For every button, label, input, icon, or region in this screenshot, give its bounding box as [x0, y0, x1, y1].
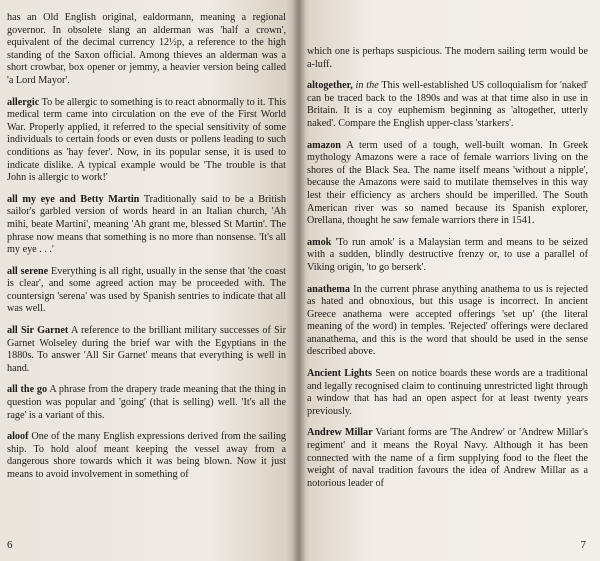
entry-allergic — [7, 97, 286, 185]
headword: amok — [307, 236, 332, 248]
definition: In the current phrase anything anathema to us is rejected as hated and obnoxious, but this usage is incorrect. In ancient Greece anathema were accepted offerings 'set up' (the literal meaning of the word) in temples. 'Rejected' offerings were declared ananathema, and this is the word that should be used in the sense described above. — [307, 283, 588, 358]
definition: A phrase from the drapery trade meaning that the thing in question was popular and 'going' (that is selling) well. 'It's all the rage' is a variant of this. — [7, 384, 286, 421]
definition: A reference to the brilliant military successes of Sir Garnet Wolseley during the brief war with the Egyptians in the 1880s. To answer 'All Sir Garnet' means that everything is well in hand. — [7, 325, 286, 374]
definition: One of the many English expressions derived from the sailing ship. To hold aloof meant keeping the vessel away from a dangerous shore towards which it was being blown. Now it just means to avoid involvement in something of — [7, 431, 287, 480]
left-page — [0, 0, 298, 561]
headword: Ancient Lights — [307, 368, 372, 380]
headword: anathema — [307, 283, 351, 295]
headword: aloof — [7, 431, 29, 443]
entry-all-sir-garnet — [7, 325, 286, 375]
entry-all-serene — [7, 266, 286, 316]
entry-aloof — [7, 431, 286, 481]
definition: Variant forms are 'The Andrew' or 'Andrew Millar's regiment' and it means the Royal Navy. Although it has been connected with the name of a firm supplying food to the fleet the weight of naval tradition favours the idea of Andrew Millar as a notorious leader of — [307, 427, 588, 489]
headword: all my eye and Betty Martin — [7, 193, 140, 205]
entry-all-my-eye — [7, 194, 286, 257]
entry-altogether — [307, 80, 588, 130]
definition: Seen on notice boards these words are a traditional and legally recognised claim to continuing unrestricted light through a window that has had an open aspect for at least twenty years previously. — [307, 368, 589, 417]
headword: all Sir Garnet — [7, 325, 69, 337]
headword: all serene — [7, 265, 49, 277]
continuation-text: has an Old English original, ealdormann, meaning a regional governor. In obsolete slang an alderman was 'half a crown', equivalent of the decimal currency 12½p, a reference to the high standing of the Saxon official. Among thieves an alderman was a short crowbar, box opener or jemmy, a heavier version being called 'a Lord Mayor'. — [7, 12, 286, 86]
headword: amazon — [307, 139, 341, 151]
headword: altogether, — [307, 80, 353, 92]
book-gutter — [292, 0, 306, 561]
entry-anathema — [307, 284, 588, 360]
entry-andrew-millar — [307, 427, 588, 490]
headword: Andrew Millar — [307, 427, 373, 439]
definition: 'To run amok' is a Malaysian term and means to be seized with a sudden, blindly destructive frenzy or, to use a parallel of Viking origin, 'to go berserk'. — [307, 236, 589, 273]
headword-italic: in the — [352, 80, 379, 92]
page-number: 6 — [7, 539, 13, 551]
entry-amok — [307, 237, 588, 275]
page-number: 7 — [580, 539, 586, 551]
definition: Traditionally said to be a British sailor's garbled version of words heard in an Italian church, 'Ah mihi, beate Martini', meaning 'Ah grant me, blessed St Martin'. The phrase now means that something is no more than nonsense. 'It's all my eye . . .' — [7, 193, 286, 256]
definition: Everything is all right, usually in the sense that 'the coast is clear', and some agreed action may be proceeded with. The countersign 'serena' was used by Spanish sentries to indicate that all was well. — [7, 265, 286, 315]
definition: To be allergic to something is to react abnormally to it. This medical term came into circulation on the eve of the First World War. Properly applied, it referred to the special sensitivity of some individuals to certain foods or even dusts or pollens leading to such conditions as 'hay fever'. Now, in its popular sense, it is used to indicate dislike. A typical example would be 'The trouble is that John is allergic to work!' — [7, 96, 286, 184]
headword: allergic — [7, 96, 40, 108]
entry-all-the-go — [7, 384, 286, 422]
headword: all the go — [7, 384, 48, 396]
entry-ancient-lights — [307, 368, 588, 418]
entry-amazon — [307, 140, 588, 228]
right-page — [298, 0, 600, 561]
definition: A term used of a tough, well-built woman. In Greek mythology Amazons were a race of female warriors living on the shores of the Black Sea. The name itself means 'without a nipple', because the Amazons were said to mutilate themselves in this way lest their efficiency as archers should be imperilled. The South American river was so named because its Spanish explorer, Orellana, thought he saw female warriors there in 1541. — [307, 139, 589, 227]
continuation-text: which one is perhaps suspicious. The modern sailing term would be a-luff. — [307, 46, 588, 70]
definition: This well-established US colloquialism for 'naked' can be traced back to the 1890s and was at that time also in use in Britain. It is a coy euphemism beginning as 'altogether, utterly naked'. Compare the English upper-class 'starkers'. — [307, 80, 588, 129]
